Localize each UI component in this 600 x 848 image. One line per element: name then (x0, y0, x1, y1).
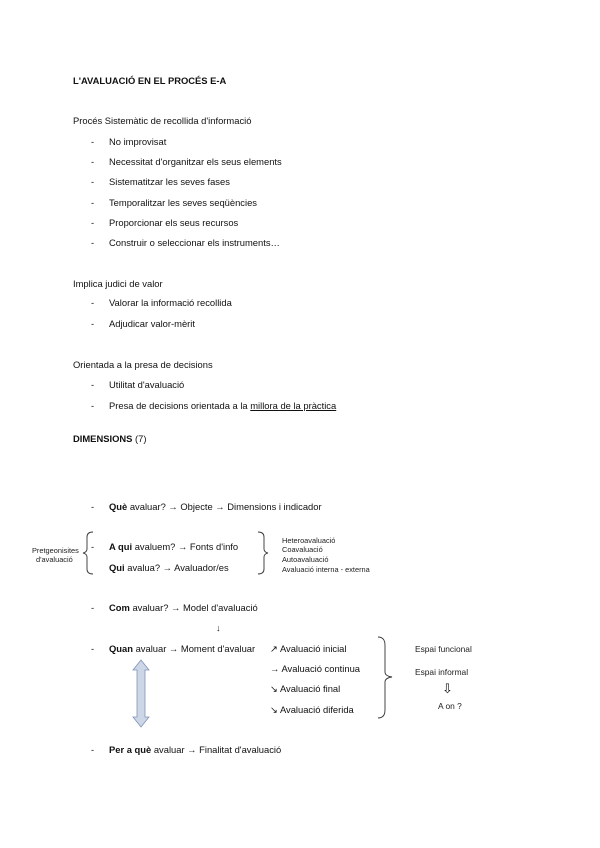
list-dash: - (91, 501, 95, 512)
dimension-keyword: Qui (109, 562, 125, 573)
list-dash: - (91, 237, 95, 248)
right-brace-icon (258, 532, 268, 574)
list-dash: - (91, 156, 95, 167)
underlined-phrase: millora de la pràctica (250, 400, 337, 411)
double-arrow-icon (133, 660, 149, 727)
type-auto: Autoavaluació (282, 555, 329, 564)
left-note-line2: d'avaluació (36, 555, 73, 564)
list-item: Sistematitzar les seves fases (109, 176, 230, 187)
espai-informal: Espai informal (415, 667, 469, 677)
left-brace-icon (83, 532, 93, 574)
moments-brace-icon (378, 637, 392, 718)
list-dash: - (91, 297, 95, 308)
list-dash: - (91, 197, 95, 208)
list-item: Proporcionar els seus recursos (109, 217, 239, 228)
list-item: Adjudicar valor-mèrit (109, 318, 195, 329)
dimensions-heading-count: (7) (132, 433, 147, 444)
list-dash: - (91, 176, 95, 187)
down-arrow-icon: ↓ (216, 622, 221, 633)
section2-heading: Implica judici de valor (73, 278, 163, 289)
dimension-text: avaluar → Moment d'avaluar (132, 643, 256, 654)
on-down-arrow-icon: ⇩ (442, 681, 453, 696)
list-dash: - (91, 379, 95, 390)
section3-heading: Orientada a la presa de decisions (73, 359, 213, 370)
list-dash: - (91, 744, 95, 755)
dimension-text: avaluar? → Objecte → Dimensions i indicador (127, 501, 322, 512)
list-item: Temporalitzar les seves seqüències (109, 197, 257, 208)
list-dash: - (91, 602, 95, 613)
dimension-keyword: A qui (109, 541, 133, 552)
moment-final: ↘ Avaluació final (270, 683, 341, 694)
list-item: No improvisat (109, 136, 167, 147)
dimension-text: avaluar → Finalitat d'avaluació (151, 744, 282, 755)
dimensions-heading-bold: DIMENSIONS (73, 433, 133, 444)
dimension-text: avaluar? → Model d'avaluació (129, 602, 258, 613)
list-dash: - (91, 643, 95, 654)
on-label: A on ? (438, 701, 462, 711)
espai-funcional: Espai funcional (415, 644, 472, 654)
list-dash: - (91, 217, 95, 228)
page-title: L'AVALUACIÓ EN EL PROCÉS E-A (73, 75, 227, 86)
dimension-text: avaluem? → Fonts d'info (132, 541, 239, 552)
moment-inicial: ↗ Avaluació inicial (270, 643, 347, 654)
list-item: Construir o seleccionar els instruments… (109, 237, 280, 248)
left-note-line1: Pretgeonisites (32, 546, 79, 555)
type-co: Coavaluació (282, 545, 323, 554)
list-item: Valorar la informació recollida (109, 297, 232, 308)
dimension-keyword: Com (109, 602, 130, 613)
list-dash: - (91, 541, 95, 552)
dimension-keyword: Per a què (109, 744, 152, 755)
type-interna-externa: Avaluació interna - externa (282, 565, 370, 574)
list-item-text: Presa de decisions orientada a la (109, 400, 251, 411)
list-dash: - (91, 400, 95, 411)
type-hetero: Heteroavaluació (282, 536, 336, 545)
list-item: Necessitat d'organitzar els seus elements (109, 156, 282, 167)
moment-diferida: ↘ Avaluació diferida (270, 704, 354, 715)
list-dash: - (91, 136, 95, 147)
list-item: Utilitat d'avaluació (109, 379, 185, 390)
section1-heading: Procés Sistemàtic de recollida d'informació (73, 115, 252, 126)
dimension-text: avalua? → Avaluador/es (124, 562, 229, 573)
moment-continua: → Avaluació continua (270, 663, 360, 674)
dimension-keyword: Què (109, 501, 128, 512)
dimension-keyword: Quan (109, 643, 133, 654)
list-dash: - (91, 318, 95, 329)
